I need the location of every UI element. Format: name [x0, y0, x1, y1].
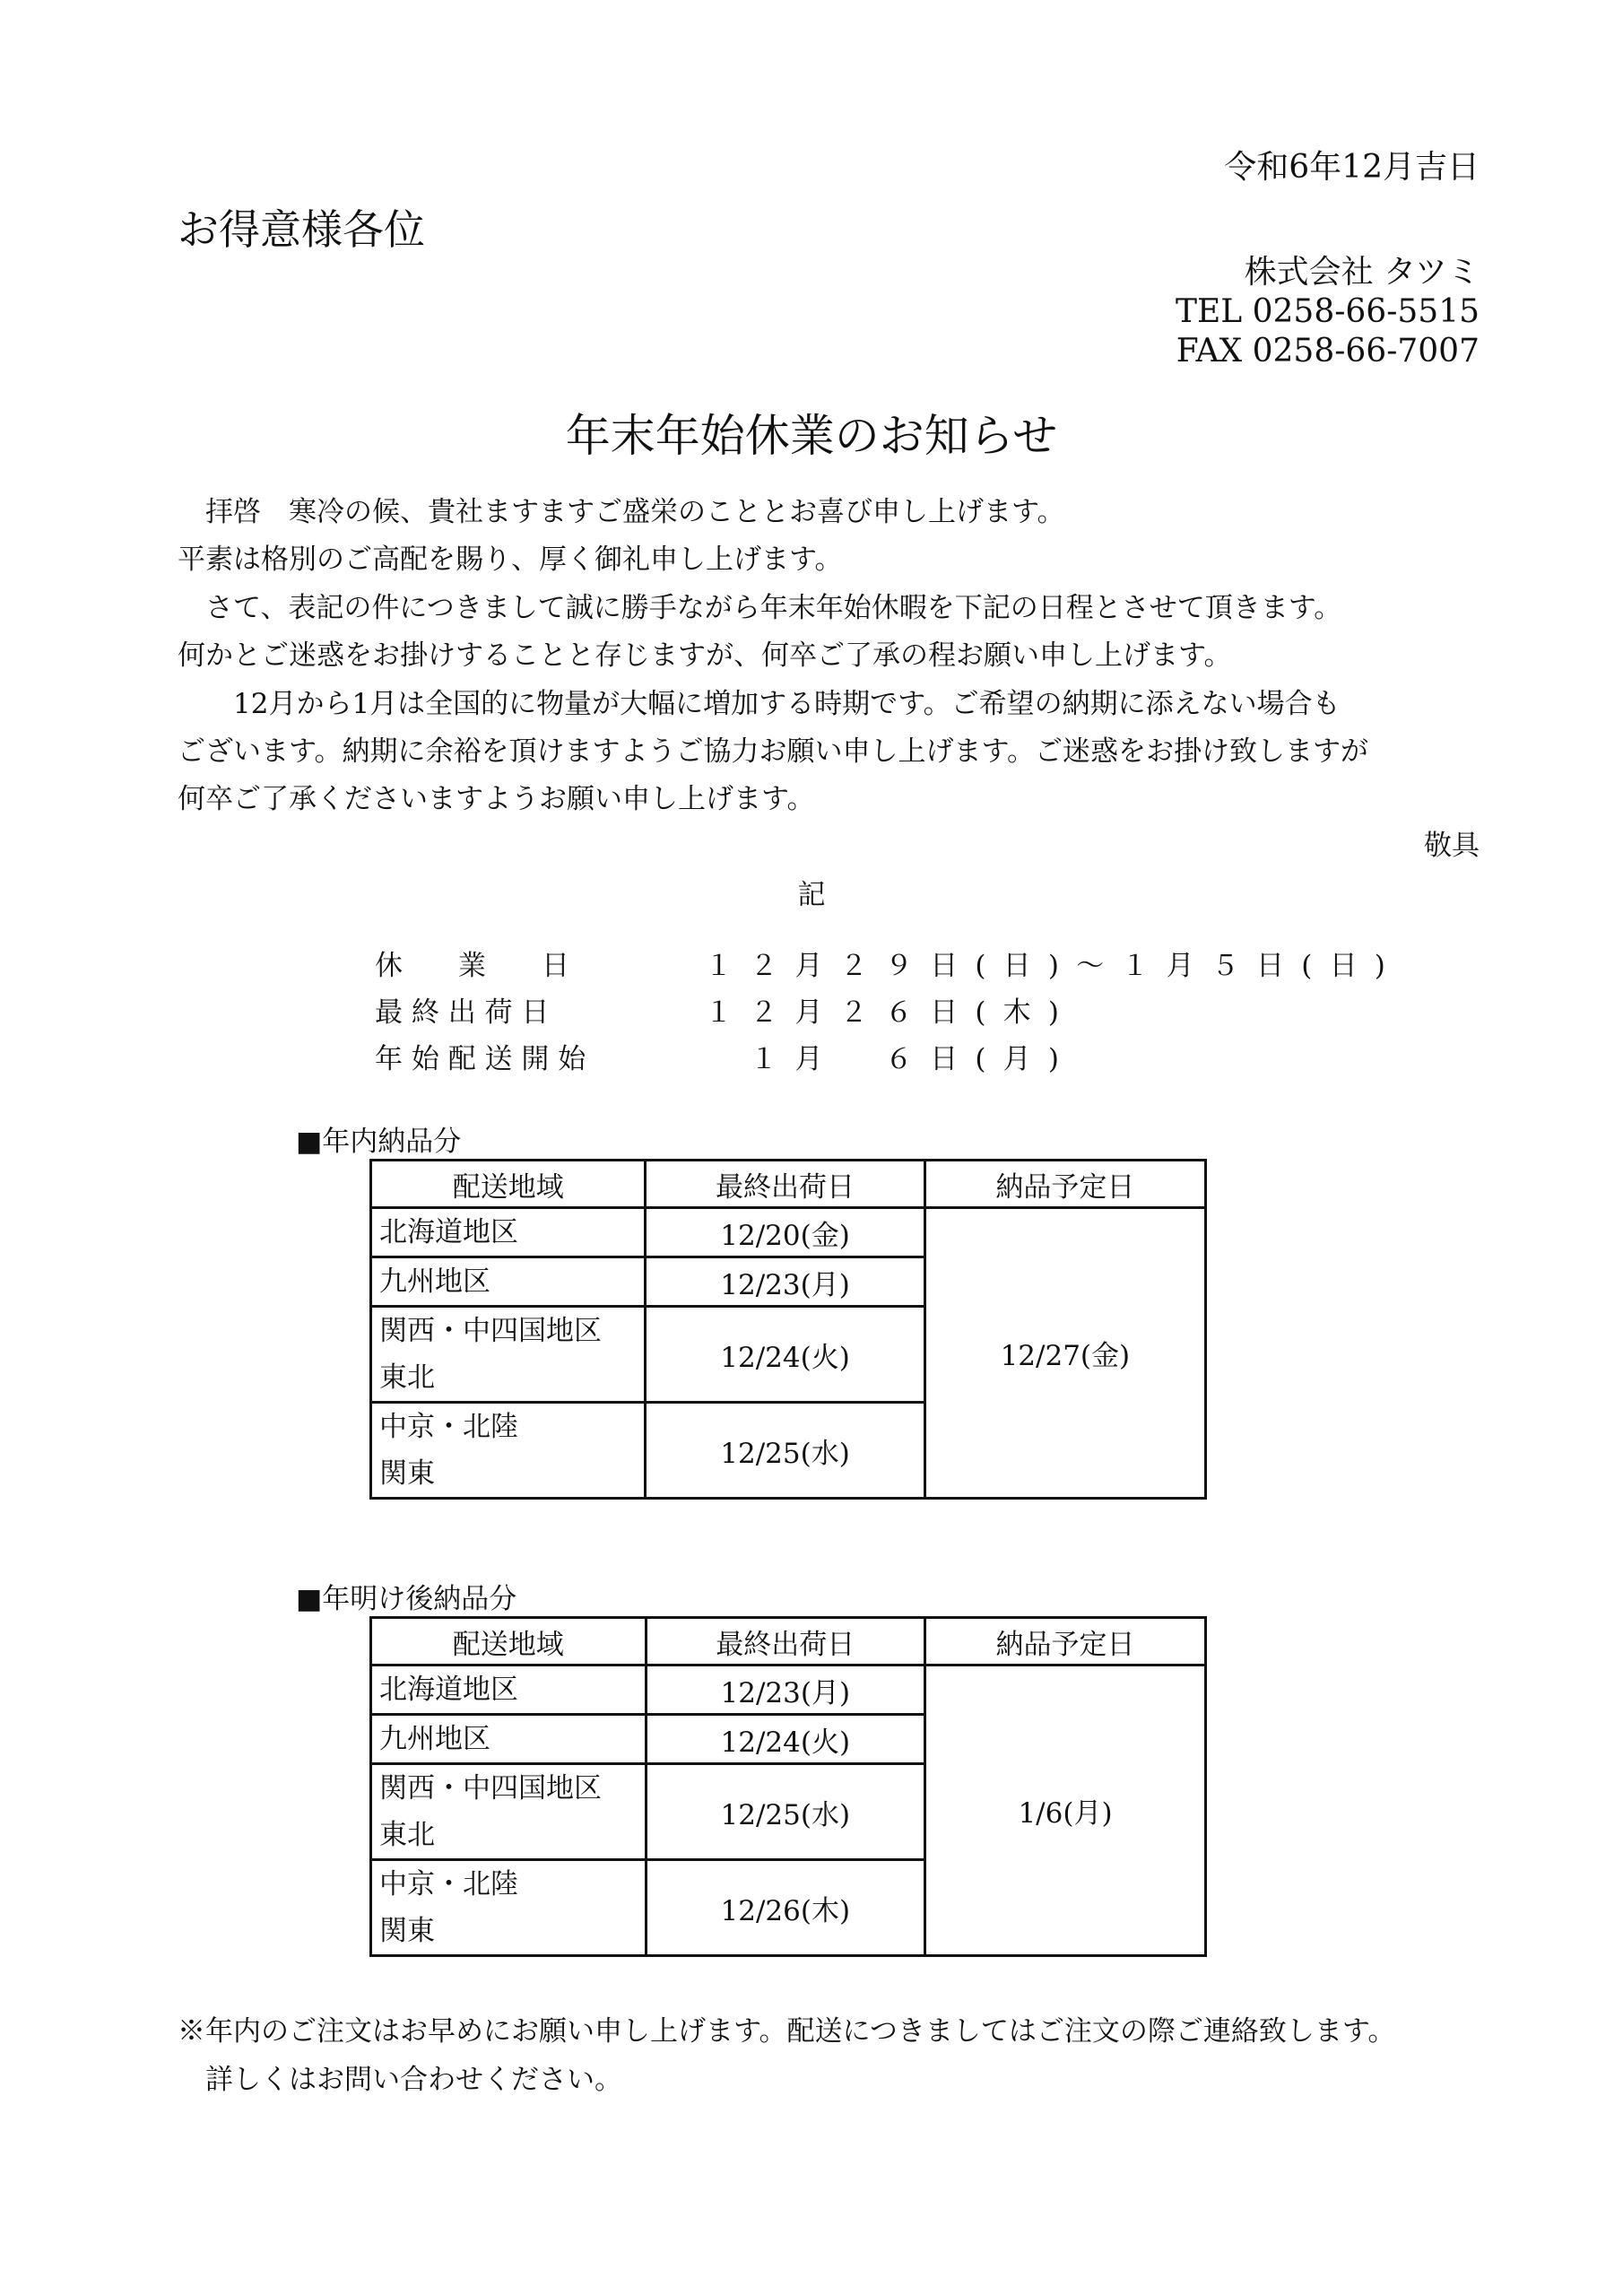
- summary-value: １月 ６日(月): [705, 1042, 1077, 1075]
- column-header: 最終出荷日: [646, 1161, 924, 1208]
- region-line: 関東: [379, 1915, 435, 1947]
- region-line: 中京・北陸: [379, 1411, 518, 1443]
- region-cell: 北海道地区: [371, 1665, 647, 1715]
- region-cell: [371, 1403, 646, 1499]
- section-heading-new-year: ■年明け後納品分: [296, 1583, 517, 1615]
- ship-date-cell: 12/23(月): [646, 1665, 924, 1715]
- region-line: 関西・中四国地区: [379, 1772, 602, 1805]
- ki-heading: 記: [797, 879, 826, 911]
- table-row: [371, 1208, 1206, 1257]
- ship-date-cell: 12/23(月): [646, 1257, 924, 1307]
- footer-note: [178, 2007, 1395, 2104]
- delivery-table-new-year: [369, 1616, 1207, 1957]
- body-line: 12月から1月は全国的に物量が大幅に増加する時期です。ご希望の納期に添えない場合も: [178, 687, 1341, 720]
- tel-number: TEL 0258-66-5515: [1175, 293, 1480, 330]
- ship-date-cell: 12/25(水): [646, 1403, 924, 1499]
- note-line: 詳しくはお問い合わせください。: [178, 2064, 622, 2096]
- ship-date-cell: 12/26(木): [646, 1860, 924, 1956]
- table-header-row: [371, 1618, 1206, 1665]
- body-text: [178, 489, 1368, 824]
- delivery-table-year-end: [369, 1159, 1207, 1500]
- column-header: 配送地域: [371, 1618, 647, 1665]
- delivery-date-cell: 12/27(金): [924, 1208, 1205, 1499]
- sender-block: [1176, 253, 1480, 371]
- summary-value: １２月２９日(日)〜１月５日(日): [705, 949, 1403, 982]
- summary-table: [375, 939, 1402, 1079]
- region-cell: [371, 1307, 646, 1403]
- column-header: 納品予定日: [924, 1161, 1205, 1208]
- summary-value: １２月２６日(木): [705, 996, 1077, 1029]
- closing-word: 敬具: [1424, 830, 1480, 862]
- body-line: 何卒ご了承くださいますようお願い申し上げます。: [178, 783, 815, 816]
- fax-number: FAX 0258-66-7007: [1176, 333, 1480, 370]
- region-cell: 九州地区: [371, 1257, 646, 1307]
- region-line: 関東: [379, 1457, 435, 1490]
- page-title: 年末年始休業のお知らせ: [565, 410, 1058, 462]
- summary-label: 休 業 日: [375, 949, 569, 982]
- summary-row: [375, 1032, 1402, 1079]
- ship-date-cell: 12/20(金): [646, 1208, 924, 1257]
- column-header: 納品予定日: [925, 1618, 1206, 1665]
- region-line: 中京・北陸: [379, 1868, 518, 1900]
- summary-label: 年 始 配 送 開 始: [375, 1042, 586, 1075]
- table-header-row: [371, 1161, 1206, 1208]
- region-line: 東北: [379, 1361, 435, 1394]
- body-line: ございます。納期に余裕を頂けますようご協力お願い申し上げます。ご迷惑をお掛け致しますが: [178, 735, 1369, 769]
- document-date: 令和6年12月吉日: [1224, 149, 1480, 186]
- section-heading-year-end: ■年内納品分: [296, 1126, 462, 1158]
- summary-row: [375, 986, 1402, 1032]
- body-line: 平素は格別のご高配を賜り、厚く御礼申し上げます。: [178, 544, 843, 577]
- region-cell: 九州地区: [371, 1715, 647, 1764]
- recipient: お得意様各位: [178, 205, 425, 254]
- note-line: ※年内のご注文はお早めにお願い申し上げます。配送につきましてはご注文の際ご連絡致します。: [178, 2015, 1396, 2048]
- ship-date-cell: 12/24(火): [646, 1715, 924, 1764]
- region-line: 関西・中四国地区: [379, 1315, 602, 1347]
- ship-date-cell: 12/24(火): [646, 1307, 924, 1403]
- delivery-date-cell: 1/6(月): [925, 1665, 1206, 1956]
- region-cell: [371, 1764, 647, 1860]
- region-cell: 北海道地区: [371, 1208, 646, 1257]
- region-line: 東北: [379, 1819, 435, 1851]
- column-header: 最終出荷日: [646, 1618, 924, 1665]
- body-line: さて、表記の件につきまして誠に勝手ながら年末年始休暇を下記の日程とさせて頂きます。: [178, 591, 1342, 624]
- ship-date-cell: 12/25(水): [646, 1764, 924, 1860]
- body-line: 何かとご迷惑をお掛けすることと存じますが、何卒ご了承の程お願い申し上げます。: [178, 639, 1232, 673]
- column-header: 配送地域: [371, 1161, 646, 1208]
- summary-row: [375, 939, 1402, 986]
- body-line: 拝啓 寒冷の候、貴社ますますご盛栄のこととお喜び申し上げます。: [178, 496, 1065, 528]
- region-cell: [371, 1860, 647, 1956]
- company-name: 株式会社 タツミ: [1244, 254, 1480, 291]
- summary-label: 最 終 出 荷 日: [375, 996, 550, 1029]
- table-row: [371, 1665, 1206, 1715]
